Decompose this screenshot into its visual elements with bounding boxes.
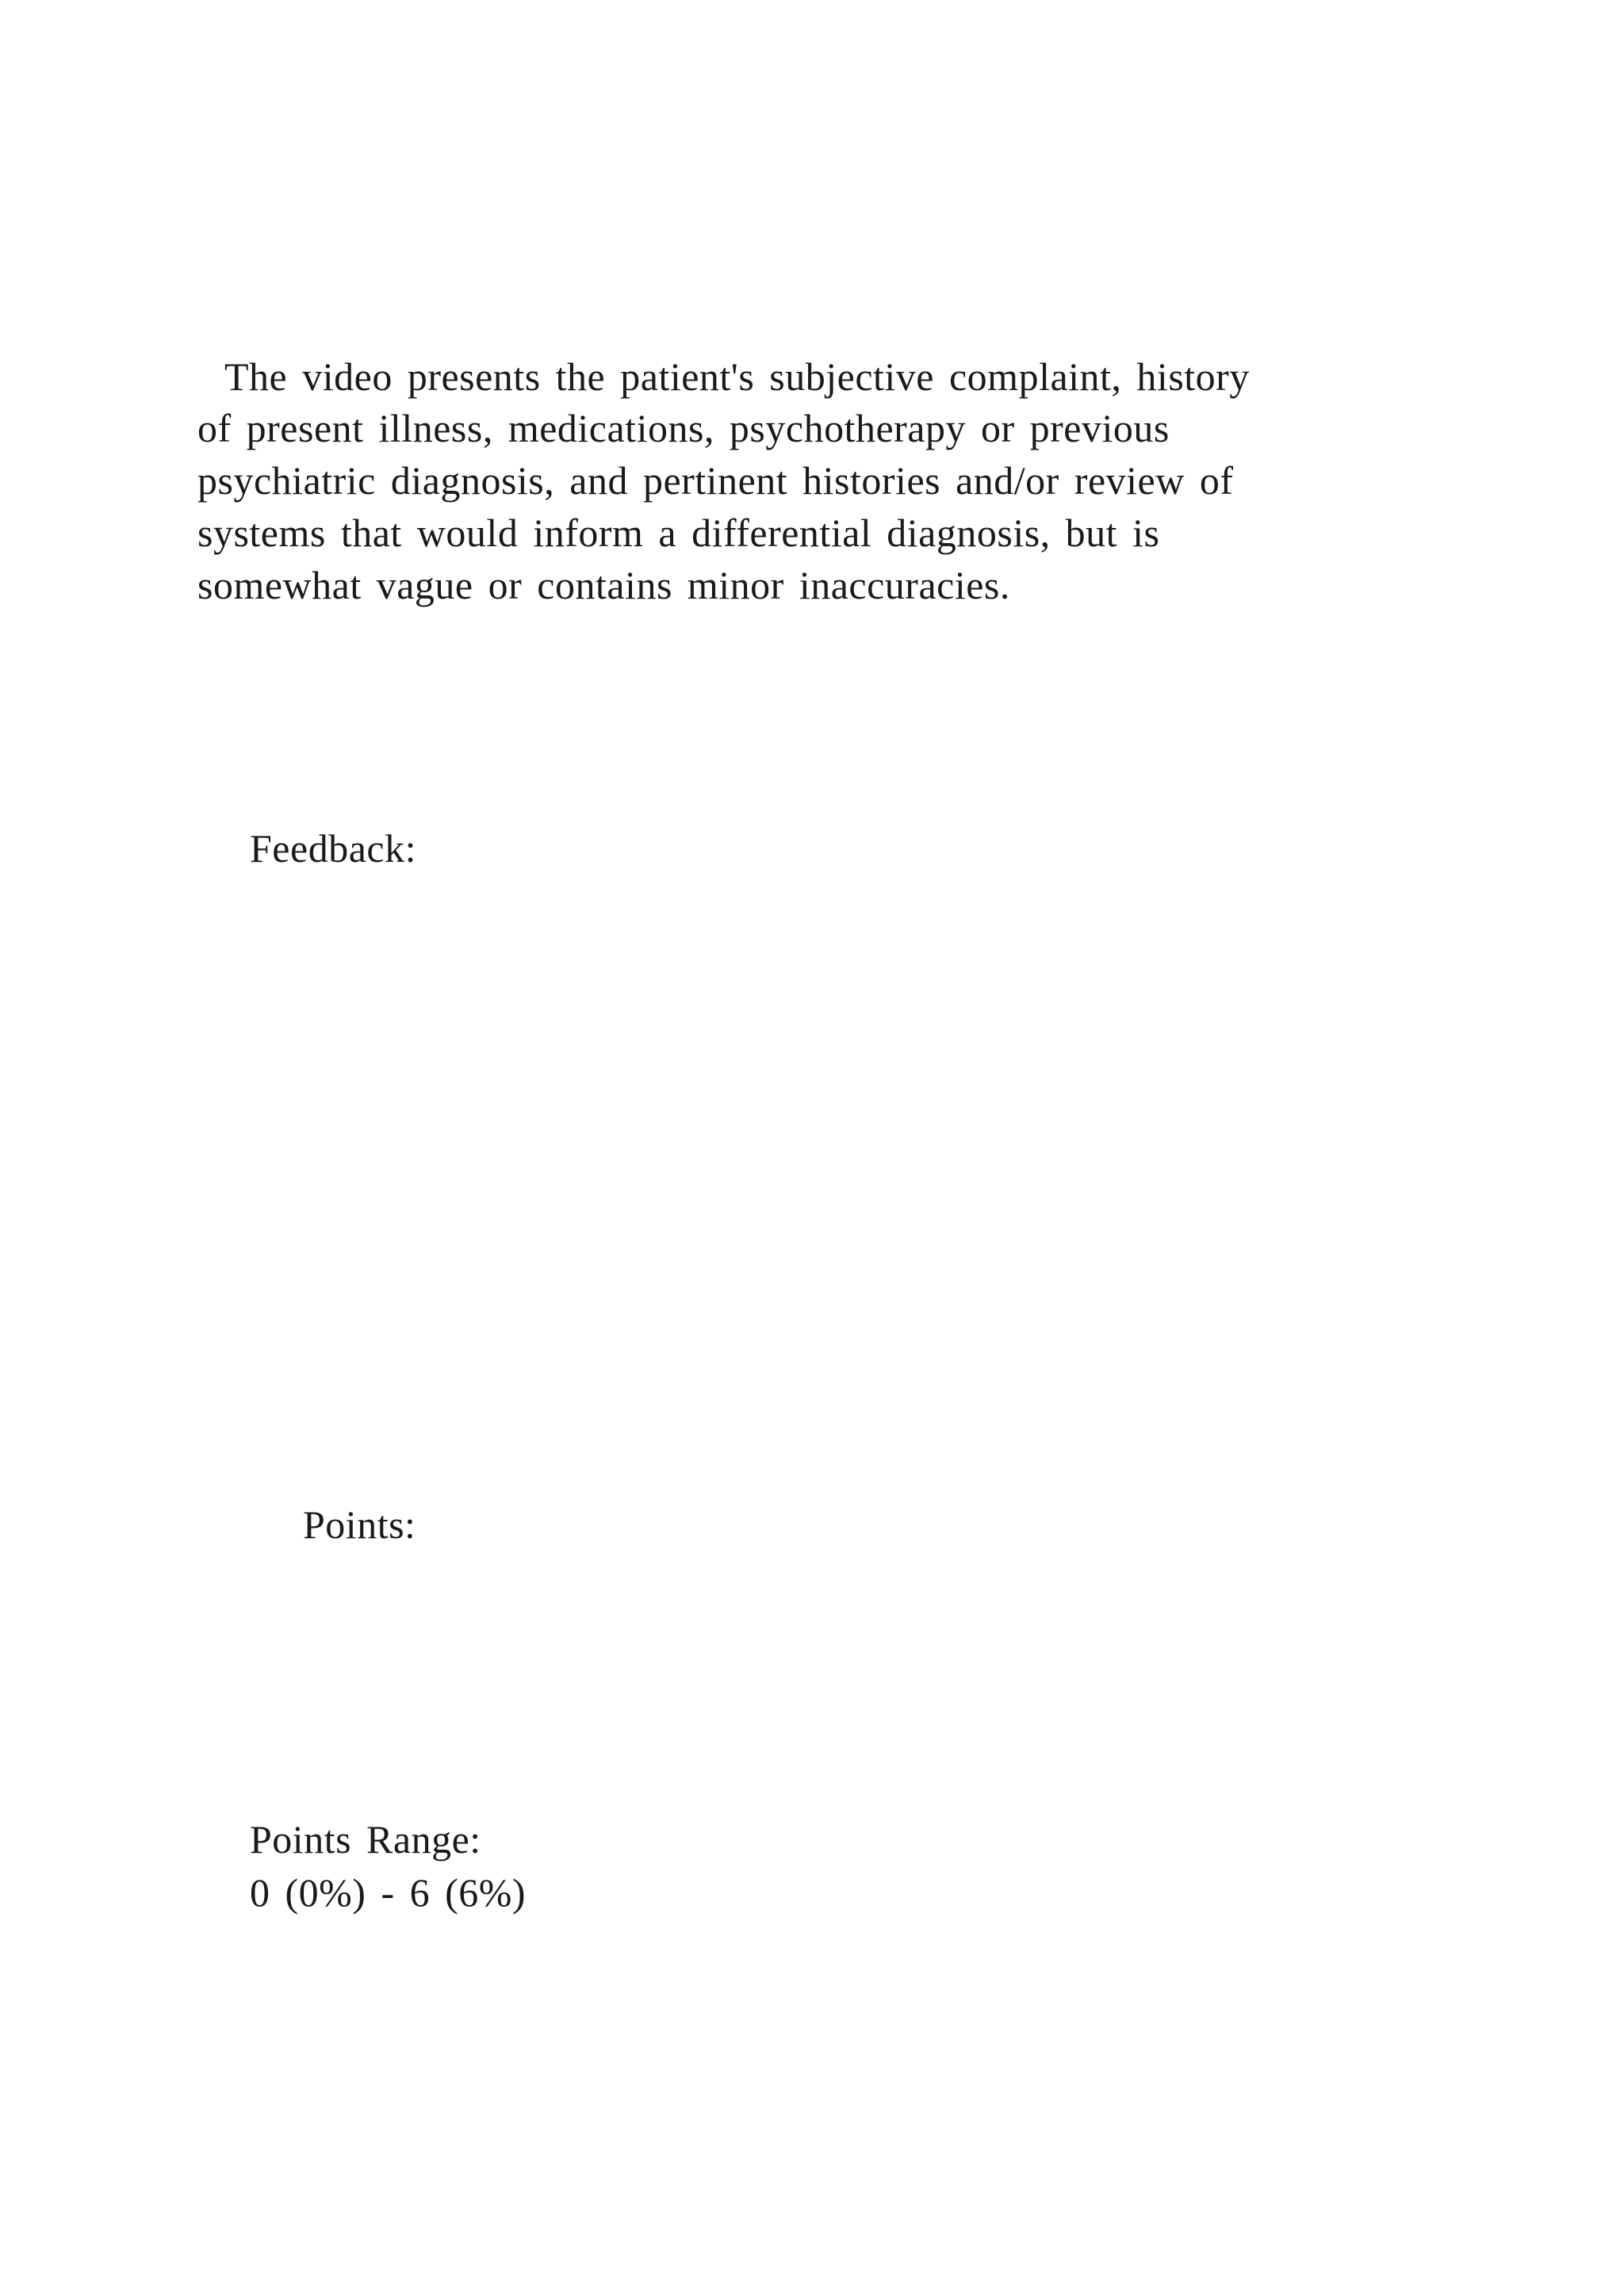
description-line: psychiatric diagnosis, and pertinent histories and/or review of — [197, 458, 1234, 503]
description-line: The video presents the patient's subjective complaint, history — [224, 354, 1250, 399]
points-range-label: Points Range: — [250, 1817, 481, 1862]
description-line: somewhat vague or contains minor inaccuracies. — [197, 563, 1010, 607]
points-range-value: 0 (0%) - 6 (6%) — [250, 1870, 527, 1915]
description-line: systems that would inform a differential diagnosis, but is — [197, 511, 1160, 555]
points-label: Points: — [303, 1502, 416, 1547]
description-line: of present illness, medications, psychotherapy or previous — [197, 406, 1170, 450]
feedback-label: Feedback: — [250, 826, 416, 871]
